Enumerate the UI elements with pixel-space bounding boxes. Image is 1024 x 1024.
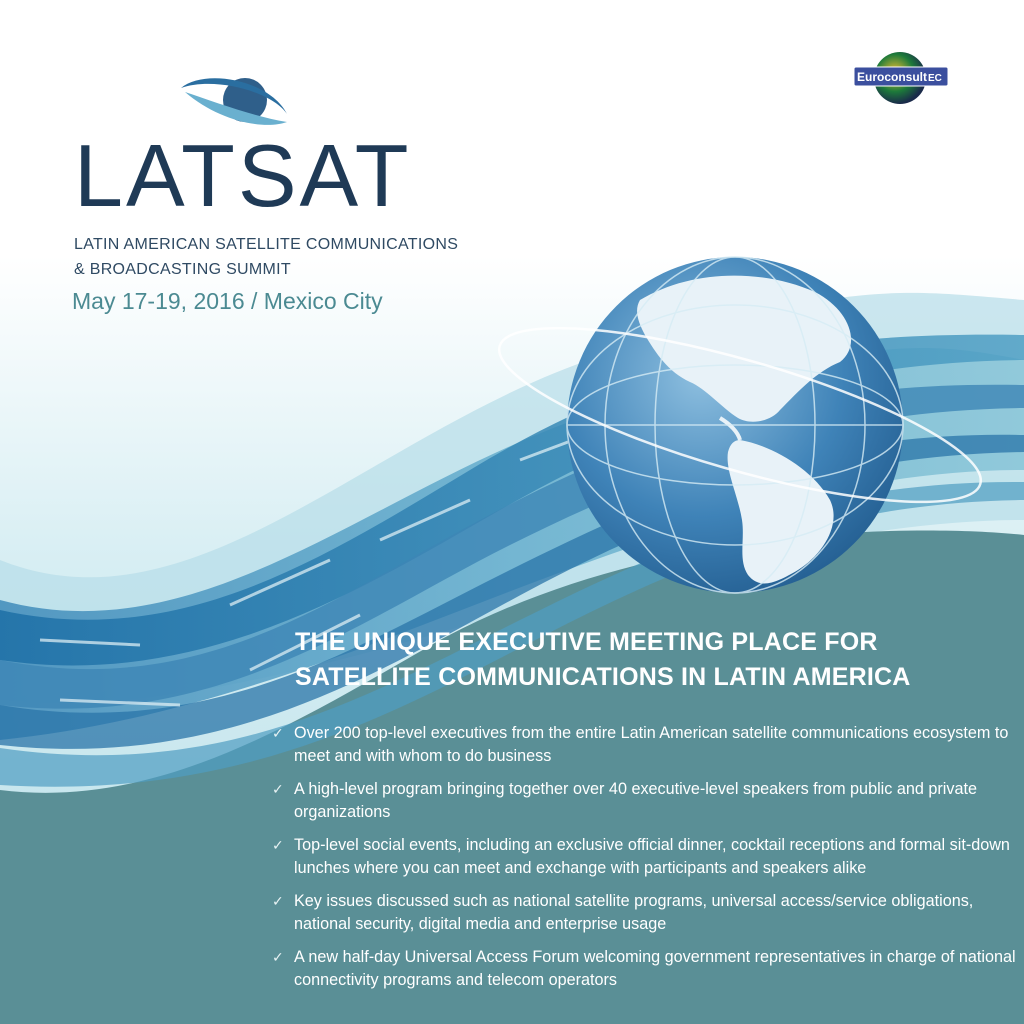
check-icon: ✓ <box>272 725 284 741</box>
list-item-text: Top-level social events, including an exclusive official dinner, cocktail receptions and formal sit-down lunches where you can meet and exchange with participants and speakers alike <box>294 836 1010 877</box>
euroconsult-label: Euroconsult <box>857 70 928 84</box>
headline-line1: THE UNIQUE EXECUTIVE MEETING PLACE FOR <box>295 628 878 656</box>
list-item <box>272 722 1017 767</box>
event-date-location: May 17-19, 2016 / Mexico City <box>72 288 383 314</box>
event-title: LATSAT <box>74 126 412 225</box>
earth-americas-icon <box>567 257 903 593</box>
headline-line2: SATELLITE COMMUNICATIONS IN LATIN AMERICA <box>295 663 911 691</box>
euroconsult-logo <box>852 50 952 106</box>
list-item <box>272 890 1017 935</box>
list-item <box>272 834 1017 879</box>
check-icon: ✓ <box>272 781 284 797</box>
check-icon: ✓ <box>272 893 284 909</box>
list-item-text: Key issues discussed such as national satellite programs, universal access/service obligations, national security, digital media and enterprise usage <box>294 892 974 933</box>
check-icon: ✓ <box>272 949 284 965</box>
event-subtitle-line1: LATIN AMERICAN SATELLITE COMMUNICATIONS <box>74 236 459 253</box>
list-item-text: A new half-day Universal Access Forum welcoming government representatives in charge of national connectivity programs and telecom operators <box>294 948 1016 989</box>
euroconsult-mark: EC <box>928 73 942 84</box>
event-subtitle-line2: & BROADCASTING SUMMIT <box>74 261 291 278</box>
list-item-text: A high-level program bringing together over 40 executive-level speakers from public and private organizations <box>294 780 977 821</box>
benefits-list <box>272 722 1017 1002</box>
check-icon: ✓ <box>272 837 284 853</box>
list-item-text: Over 200 top-level executives from the entire Latin American satellite communications ecosystem to meet and with whom to do business <box>294 724 1009 765</box>
headline <box>295 625 995 695</box>
list-item <box>272 946 1017 991</box>
list-item <box>272 778 1017 823</box>
